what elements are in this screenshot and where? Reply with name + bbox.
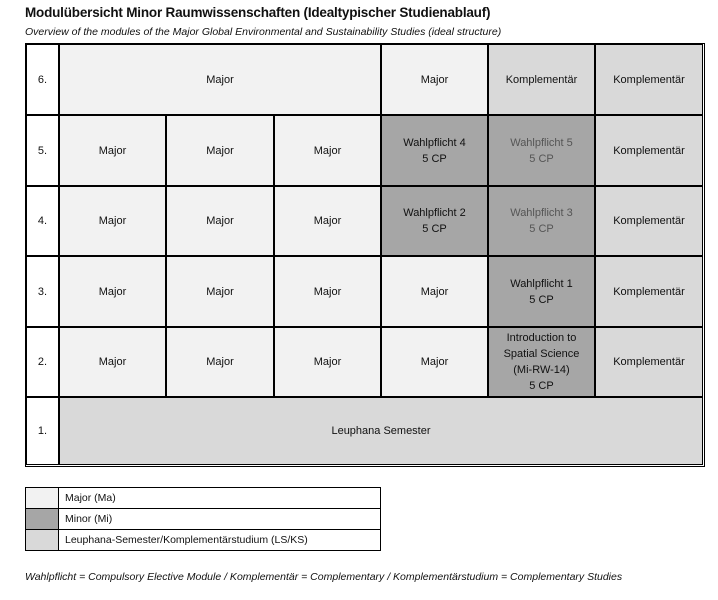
- semester-label-3: 3.: [26, 256, 59, 327]
- module-cell-major: Major: [166, 327, 274, 397]
- footnote: Wahlpflicht = Compulsory Elective Module / Komplementär = Complementary / Komplementärstudium = Complementary Studies: [25, 571, 623, 583]
- module-cell-wahlpflicht-1: Wahlpflicht 1 5 CP: [488, 256, 595, 327]
- module-cell-wahlpflicht-2: Wahlpflicht 2 5 CP: [381, 186, 488, 256]
- semester-label-2: 2.: [26, 327, 59, 397]
- module-cell-komplementaer: Komplementär: [488, 44, 595, 115]
- module-cell-komplementaer: Komplementär: [595, 186, 703, 256]
- semester-label-1: 1.: [26, 397, 59, 465]
- legend: [25, 487, 381, 551]
- module-cell-major: Major: [59, 327, 166, 397]
- module-cell-major: Major: [59, 115, 166, 186]
- semester-label-5: 5.: [26, 115, 59, 186]
- page-subtitle: Overview of the modules of the Major Global Environmental and Sustainability Studies (ideal structure): [25, 26, 502, 38]
- module-cell-major: Major: [381, 44, 488, 115]
- module-cell-major: Major: [381, 327, 488, 397]
- module-cell-komplementaer: Komplementär: [595, 115, 703, 186]
- module-cell-major: Major: [274, 115, 381, 186]
- legend-item-leuphana-komplementaer: Leuphana-Semester/Komplementärstudium (LS/KS): [26, 530, 380, 550]
- module-cell-major: Major: [381, 256, 488, 327]
- module-cell-komplementaer: Komplementär: [595, 327, 703, 397]
- module-cell-wahlpflicht-5: Wahlpflicht 5 5 CP: [488, 115, 595, 186]
- module-cell-major: Major: [59, 44, 381, 115]
- legend-swatch-leuphana-komplementaer: [26, 530, 59, 550]
- legend-swatch-major: [26, 488, 59, 508]
- semester-label-4: 4.: [26, 186, 59, 256]
- module-cell-major: Major: [166, 115, 274, 186]
- page-title: Modulübersicht Minor Raumwissenschaften (Idealtypischer Studienablauf): [25, 5, 491, 20]
- module-cell-komplementaer: Komplementär: [595, 44, 703, 115]
- module-grid: [25, 43, 705, 467]
- module-cell-major: Major: [274, 256, 381, 327]
- module-cell-major: Major: [274, 327, 381, 397]
- module-cell-major: Major: [166, 256, 274, 327]
- legend-swatch-minor: [26, 509, 59, 529]
- semester-label-6: 6.: [26, 44, 59, 115]
- module-cell-leuphana-semester: Leuphana Semester: [59, 397, 703, 465]
- module-cell-major: Major: [59, 186, 166, 256]
- module-cell-wahlpflicht-3: Wahlpflicht 3 5 CP: [488, 186, 595, 256]
- legend-item-major: Major (Ma): [26, 488, 380, 509]
- module-cell-major: Major: [59, 256, 166, 327]
- module-cell-wahlpflicht-4: Wahlpflicht 4 5 CP: [381, 115, 488, 186]
- legend-item-minor: Minor (Mi): [26, 509, 380, 530]
- module-cell-major: Major: [274, 186, 381, 256]
- module-cell-introduction-spatial-science: Introduction to Spatial Science (Mi-RW-14) 5 CP: [488, 327, 595, 397]
- module-cell-major: Major: [166, 186, 274, 256]
- module-cell-komplementaer: Komplementär: [595, 256, 703, 327]
